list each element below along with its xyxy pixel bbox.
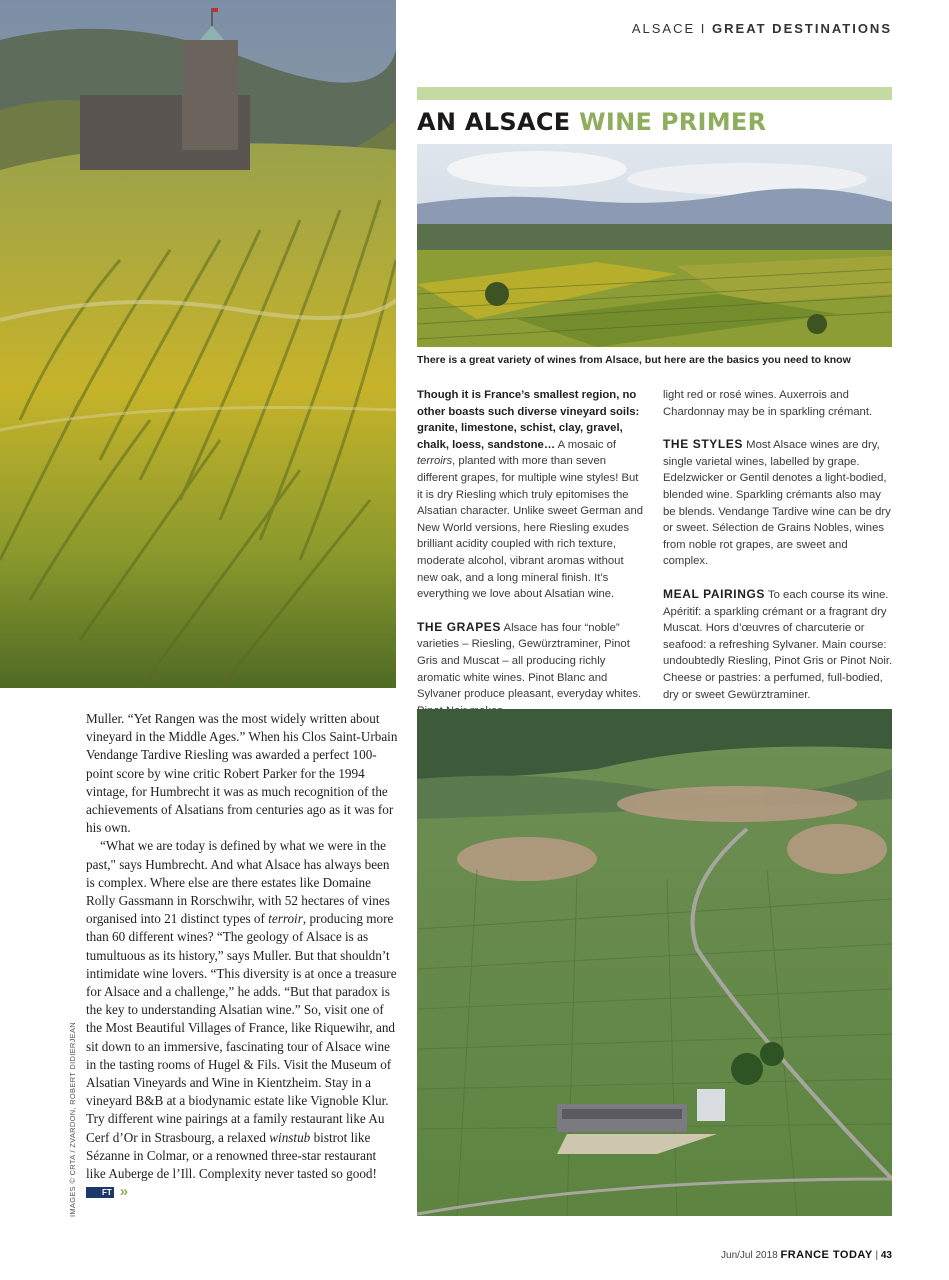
ft-end-logo: FT	[86, 1187, 114, 1198]
article-paragraph: Muller. “Yet Rangen was the most widely written about vineyard in the Middle Ages.” When his Clos Saint-Urbain Vendange Tardive Riesling was awarded a perfect 100-point score by wine critic Robert Parker for the 1994 vintage, for Humbrecht it was as much recognition of the achievements of Alsatians from centuries ago as it was for his own.	[86, 711, 398, 836]
page-folio	[721, 1249, 892, 1261]
head-separator: I	[700, 21, 707, 36]
intro-lead: Though it is France’s smallest region, no other boasts such diverse vineyard soils: granite, limestone, schist, clay, gravel, chalk, loess, sandstone…	[417, 389, 640, 451]
photo-credit: IMAGES © CRTA / ZVARDON, ROBERT DIDIERJEAN	[68, 1022, 77, 1217]
primer-caption: There is a great variety of wines from Alsace, but here are the basics you need to know	[417, 354, 851, 366]
primer-title	[417, 108, 766, 136]
styles-paragraph	[663, 436, 893, 570]
primer-title-main: AN ALSACE	[417, 108, 571, 136]
folio-separator: |	[875, 1250, 879, 1261]
grapes-paragraph	[417, 619, 647, 720]
article-emphasis: winstub	[269, 1129, 311, 1145]
page-number: 43	[880, 1250, 892, 1261]
pairings-paragraph	[663, 586, 893, 703]
grapes-heading: THE GRAPES	[417, 619, 502, 634]
article-text: “What we are today is defined by what we were in the past," says Humbrecht. And what Alsace has always been is complex. Where else are there estates like Domaine Rolly Gassmann in Rorschwihr, with 52 hectares of vines organised into 21 distinct types of	[86, 838, 390, 927]
pairings-text: To each course its wine. Apéritif: a sparkling crémant or a fragrant dry Muscat. Hors d’œuvres of charcuterie or seafood: a refreshing Sylvaner. Main course: undoubtedly Riesling, Pinot Gris or Pinot Noir. Cheese or pastries: a perfumed, full-bodied, dry or sweet Gewürztraminer.	[663, 588, 893, 701]
primer-column-left	[417, 387, 647, 735]
issue-date: Jun/Jul 2018	[721, 1250, 778, 1261]
intro-pre: A mosaic of	[555, 438, 617, 451]
grapes-continued: light red or rosé wines. Auxerrois and Chardonnay may be in sparkling crémant.	[663, 389, 873, 418]
primer-title-accent: WINE PRIMER	[579, 108, 767, 136]
section-label: ALSACE	[631, 21, 696, 36]
primer-column-right	[663, 387, 893, 719]
intro-emphasis: terroirs	[417, 455, 453, 468]
intro-paragraph	[417, 387, 647, 603]
grapes-text: Alsace has four “noble” varieties – Riesling, Gewürztraminer, Pinot Gris and Muscat – all producing richly aromatic white wines. Pinot Blanc and Sylvaner produce pleasant, everyday whites.	[417, 621, 642, 701]
pairings-heading: MEAL PAIRINGS	[663, 586, 766, 601]
article-text: bistrot like Sézanne in Colmar, or a renowned three-star restaurant like Auberge de l’Ill. Complexity never tasted so good!	[86, 1129, 377, 1182]
article-body	[86, 710, 398, 1201]
article-paragraph	[86, 837, 398, 1201]
article-emphasis: terroir	[268, 911, 303, 927]
primer-accent-bar	[417, 87, 892, 100]
article-text: , producing more than 60 different wines? “The geology of Alsace is as tumultuous as its history,” says Muller. But that shouldn’t intimidate wine lovers. “This diversity is at once a treasure for Alsace and a challenge,” he adds. “But that paradox is the key to understanding Alsatian wine.” So, visit one of the Most Beautiful Villages of France, like Riquewihr, and sit down to an immersive, fascinating tour of Alsace wine in the tasting rooms of Hugel & Fils. Visit the Museum of Alsatian Vineyards and Wine in Kientzheim. Stay in a vineyard B&B at a biodynamic estate like Vignoble Klur. Try different wine pairings at a family restaurant like Au Cerf d’Or in Strasbourg, a relaxed	[86, 911, 397, 1145]
intro-text: , planted with more than seven different grapes, for multiple wine styles! But it is dry Riesling which truly epitomises the Alsatian character. Unlike sweet German and New World versions, here Riesling exudes brilliant acidity coupled with rich texture, moderate alcohol, vibrant aromas without new oak, and a long mineral finish. It’s everything we love about Alsatian wine.	[417, 455, 644, 601]
continue-chevron-icon: »	[119, 1183, 129, 1201]
aerial-village-photo	[417, 709, 892, 1216]
styles-text: Most Alsace wines are dry, single varietal wines, labelled by grape. Edelzwicker or Gentil denotes a light-bodied, blended wine. Sparkling crémants also may be blends. Vendange Tardive wine can be dry or sweet. Sélection de Grains Nobles, wines from noble rot grapes, are sweet and complex.	[663, 439, 891, 568]
vineyard-plain-photo	[417, 144, 892, 347]
running-head	[632, 21, 892, 36]
series-label: GREAT DESTINATIONS	[712, 21, 892, 36]
castle-vineyard-photo	[0, 0, 396, 688]
magazine-name: FRANCE TODAY	[780, 1249, 873, 1261]
styles-heading: THE STYLES	[663, 437, 744, 452]
